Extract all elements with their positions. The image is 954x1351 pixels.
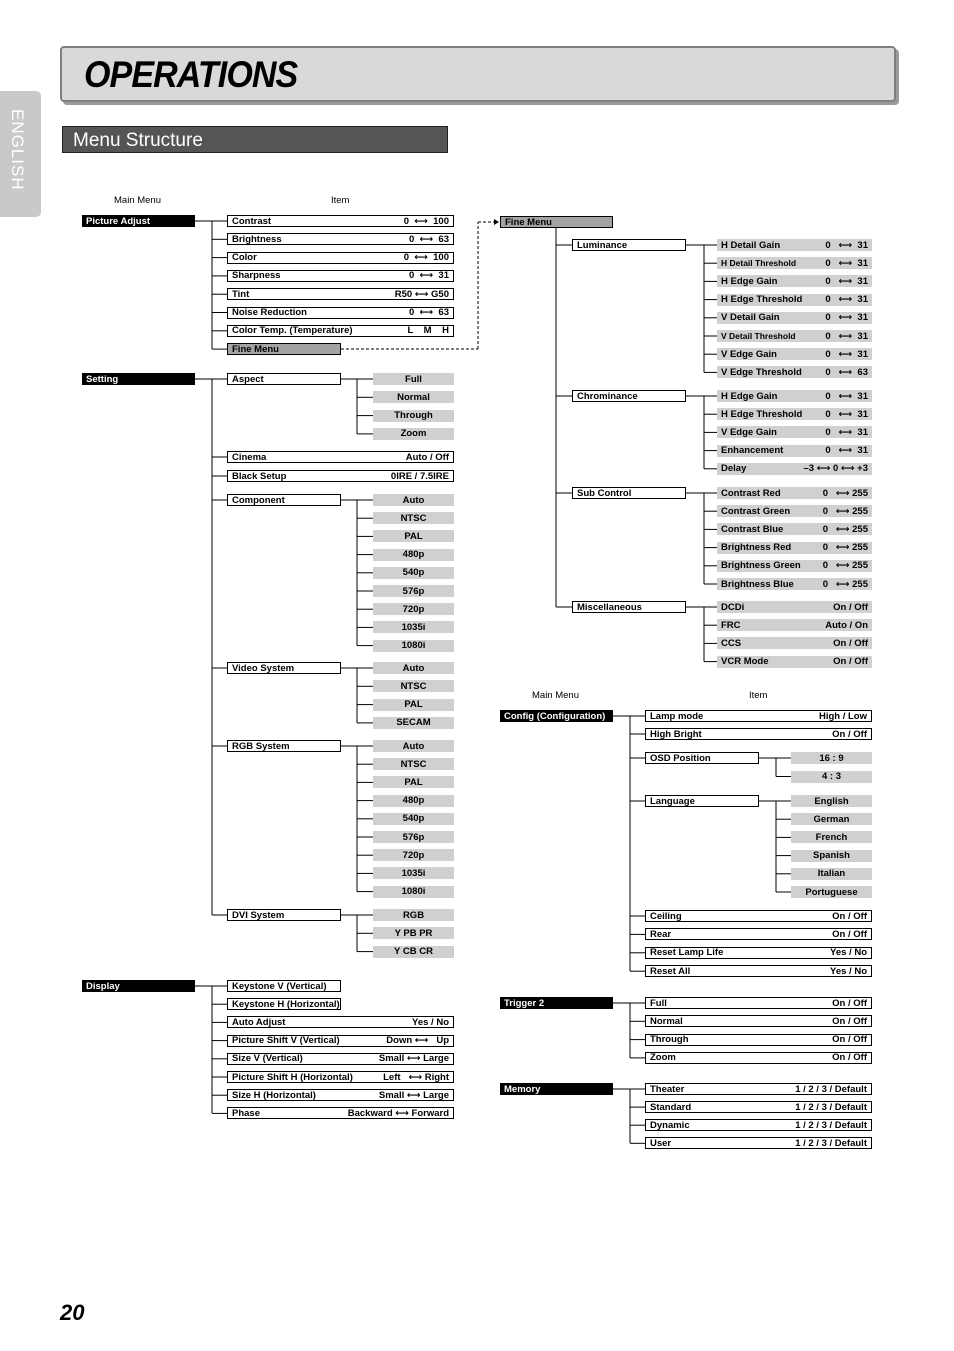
config-language-option-italian-label: Italian	[817, 868, 846, 880]
fine-menu-sub-control-brightness-blue-label: Brightness Blue	[721, 578, 794, 590]
setting-video-system-option-auto-label: Auto	[402, 662, 425, 674]
fine-menu-sub-control-brightness-blue-value: 0 ⟷ 255	[822, 578, 868, 590]
picture-adjust-tint-label: Tint	[232, 288, 250, 300]
config-reset-lamp-life-value: Yes / No	[830, 947, 867, 959]
page-title: OPERATIONS	[84, 54, 298, 95]
fine-menu-chrominance-h-edge-gain-label: H Edge Gain	[721, 390, 778, 402]
display-size-v-vertical-label: Size V (Vertical)	[232, 1053, 303, 1065]
setting-aspect-option-zoom-label: Zoom	[400, 428, 427, 440]
setting-component-component	[227, 494, 341, 506]
config-language-option-french	[791, 831, 872, 843]
fine-menu-luminance-label: Luminance	[577, 239, 628, 251]
config-rear-label: Rear	[650, 928, 672, 940]
fine-menu-luminance-h-detail-gain	[717, 239, 872, 251]
config-osd-position-option-4-3	[791, 771, 872, 783]
setting-component-option-540p-label: 540p	[402, 567, 425, 579]
setting-component-option-ntsc-label: NTSC	[400, 512, 427, 524]
setting-cinema	[227, 451, 454, 463]
picture-adjust-noise-reduction-value: 0 ⟷ 63	[408, 307, 449, 318]
config-language-option-english	[791, 795, 872, 807]
config-osd-position-osd-position	[645, 752, 759, 764]
fine-menu-chrominance-h-edge-gain-value: 0 ⟷ 31	[825, 390, 868, 402]
setting-rgb-system-option-540p	[373, 813, 454, 825]
config-language-option-english-label: English	[814, 795, 849, 807]
config-language-option-spanish	[791, 850, 872, 862]
display-auto-adjust-label: Auto Adjust	[232, 1016, 286, 1028]
setting-rgb-system-option-1035i-label: 1035i	[401, 867, 426, 879]
trigger-2-zoom-label: Zoom	[650, 1052, 676, 1064]
fine-menu-luminance-v-edge-threshold-label: V Edge Threshold	[721, 366, 802, 378]
trigger-2-zoom	[645, 1052, 872, 1064]
fine-menu-luminance-v-detail-gain-value: 0 ⟷ 31	[825, 312, 868, 324]
fine-menu-chrominance-v-edge-gain-label: V Edge Gain	[721, 426, 777, 438]
picture-adjust-color-label: Color	[232, 252, 257, 264]
fine-menu-sub-control-contrast-green-label: Contrast Green	[721, 505, 791, 517]
config-language-option-portuguese-label: Portuguese	[805, 886, 858, 898]
main-menu-setting	[82, 373, 195, 385]
picture-adjust-brightness	[227, 233, 454, 245]
main-menu-picture-adjust	[82, 215, 195, 227]
picture-adjust-color-temp-temperature-label: Color Temp. (Temperature)	[232, 325, 353, 337]
fine-menu-sub-control-contrast-red-label: Contrast Red	[721, 487, 781, 499]
setting-rgb-system-option-480p-label: 480p	[402, 795, 425, 807]
fine-menu-luminance-v-detail-threshold-label: V Detail Threshold	[721, 330, 796, 341]
fine-menu-luminance-h-detail-gain-label: H Detail Gain	[721, 239, 781, 251]
display-phase-value: Backward ⟷ Forward	[347, 1107, 449, 1119]
main-menu-display	[82, 980, 195, 992]
setting-video-system-video-system-label: Video System	[232, 662, 295, 674]
setting-rgb-system-option-540p-label: 540p	[402, 813, 425, 825]
fine-menu-sub-control	[572, 487, 686, 499]
main-menu-display-label: Display	[86, 980, 120, 992]
setting-component-option-1035i	[373, 621, 454, 633]
config-high-bright-value: On / Off	[832, 728, 867, 740]
trigger-2-normal-value: On / Off	[832, 1015, 867, 1027]
display-picture-shift-h-horizontal-value: Left ⟷ Right	[383, 1071, 449, 1083]
config-ceiling-value: On / Off	[832, 910, 867, 922]
picture-adjust-color-temp-temperature-value: L M H	[407, 325, 449, 337]
fine-menu-luminance-h-detail-threshold	[717, 257, 872, 269]
setting-dvi-system-dvi-system-label: DVI System	[232, 909, 285, 921]
fine-menu-miscellaneous-dcdi	[717, 601, 872, 613]
memory-user	[645, 1137, 872, 1149]
fine-menu-chrominance-label: Chrominance	[577, 390, 638, 402]
fine-menu-miscellaneous-vcr-mode	[717, 656, 872, 668]
setting-component-option-1035i-label: 1035i	[401, 621, 426, 633]
fine-menu-miscellaneous-label: Miscellaneous	[577, 601, 642, 613]
display-picture-shift-h-horizontal-label: Picture Shift H (Horizontal)	[232, 1071, 353, 1083]
setting-black-setup-value: 0IRE / 7.5IRE	[390, 470, 449, 482]
fine-menu-luminance-v-detail-threshold	[717, 330, 872, 342]
fine-menu-miscellaneous	[572, 601, 686, 613]
fine-menu-sub-control-brightness-red	[717, 542, 872, 554]
config-language-language-label: Language	[650, 795, 695, 807]
fine-menu-chrominance-v-edge-gain-value: 0 ⟷ 31	[825, 426, 868, 438]
display-auto-adjust-value: Yes / No	[412, 1016, 449, 1028]
trigger-2-normal	[645, 1015, 872, 1027]
config-reset-all	[645, 965, 872, 977]
fine-menu-sub-control-contrast-red-value: 0 ⟷ 255	[822, 487, 868, 499]
fine-menu-sub-control-brightness-red-value: 0 ⟷ 255	[822, 542, 868, 554]
display-size-v-vertical	[227, 1053, 454, 1065]
fine-menu-luminance-v-detail-threshold-value: 0 ⟷ 31	[825, 330, 868, 342]
fine-menu-sub-control-contrast-green	[717, 505, 872, 517]
config-reset-all-value: Yes / No	[830, 965, 867, 977]
setting-component-option-576p-label: 576p	[402, 585, 425, 597]
fine-menu-miscellaneous-dcdi-label: DCDi	[721, 601, 745, 613]
picture-adjust-color-value: 0 ⟷ 100	[403, 252, 449, 264]
fine-menu-sub-control-label: Sub Control	[577, 487, 632, 499]
setting-rgb-system-rgb-system	[227, 740, 341, 752]
setting-rgb-system-option-576p-label: 576p	[402, 831, 425, 843]
display-keystone-v-vertical-label: Keystone V (Vertical)	[232, 980, 327, 992]
setting-video-system-option-secam-label: SECAM	[396, 717, 431, 729]
item-heading-2: Item	[749, 690, 768, 701]
setting-dvi-system-option-y-cb-cr-label: Y CB CR	[394, 946, 433, 958]
setting-rgb-system-option-480p	[373, 795, 454, 807]
fine-menu-miscellaneous-frc-value: Auto / On	[825, 619, 868, 631]
main-menu-trigger-2	[500, 997, 613, 1009]
picture-adjust-sharpness-label: Sharpness	[232, 270, 281, 282]
main-menu-trigger-2-label: Trigger 2	[504, 997, 545, 1009]
setting-rgb-system-option-pal-label: PAL	[404, 776, 423, 788]
fine-menu-chrominance-h-edge-gain	[717, 390, 872, 402]
fine-menu-luminance-v-detail-gain-label: V Detail Gain	[721, 312, 780, 324]
fine-menu-chrominance-delay	[717, 463, 872, 475]
trigger-2-full-label: Full	[650, 997, 667, 1009]
language-tab-label: ENGLISH	[8, 109, 27, 191]
fine-menu-luminance-h-edge-gain-value: 0 ⟷ 31	[825, 275, 868, 287]
fine-menu-luminance-h-detail-threshold-value: 0 ⟷ 31	[825, 257, 868, 269]
config-osd-position-option-16-9-label: 16 : 9	[819, 752, 844, 764]
memory-dynamic-value: 1 / 2 / 3 / Default	[795, 1119, 867, 1131]
fine-menu-sub-control-contrast-blue-label: Contrast Blue	[721, 523, 784, 535]
config-language-language	[645, 795, 759, 807]
fine-menu-chrominance	[572, 390, 686, 402]
setting-video-system-video-system	[227, 662, 341, 674]
fine-menu-luminance-v-edge-gain-label: V Edge Gain	[721, 348, 777, 360]
setting-component-option-pal	[373, 530, 454, 542]
picture-adjust-tint	[227, 288, 454, 300]
memory-theater	[645, 1083, 872, 1095]
config-high-bright-label: High Bright	[650, 728, 702, 740]
fine-menu-sub-control-brightness-green-label: Brightness Green	[721, 560, 801, 572]
fine-menu-luminance-v-detail-gain	[717, 312, 872, 324]
main-menu-config	[500, 710, 613, 722]
fine-menu-luminance-h-edge-threshold-value: 0 ⟷ 31	[825, 294, 868, 306]
fine-menu-chrominance-enhancement-label: Enhancement	[721, 445, 784, 457]
picture-adjust-brightness-label: Brightness	[232, 233, 282, 245]
fine-menu-sub-control-contrast-blue	[717, 523, 872, 535]
fine-menu-miscellaneous-ccs	[717, 637, 872, 649]
setting-video-system-option-ntsc	[373, 680, 454, 692]
fine-menu-sub-control-brightness-red-label: Brightness Red	[721, 542, 792, 554]
fine-menu-luminance-h-edge-threshold-label: H Edge Threshold	[721, 294, 803, 306]
setting-dvi-system-option-rgb-label: RGB	[402, 909, 425, 921]
setting-aspect-option-through-label: Through	[394, 410, 433, 422]
fine-menu-chrominance-enhancement	[717, 445, 872, 457]
setting-dvi-system-option-y-pb-pr	[373, 927, 454, 939]
picture-adjust-sharpness	[227, 270, 454, 282]
setting-rgb-system-option-576p	[373, 831, 454, 843]
setting-rgb-system-option-1035i	[373, 867, 454, 879]
display-picture-shift-v-vertical	[227, 1035, 454, 1047]
picture-adjust-fine-menu-label: Fine Menu	[232, 343, 279, 355]
fine-menu-miscellaneous-vcr-mode-value: On / Off	[833, 656, 868, 668]
memory-standard-value: 1 / 2 / 3 / Default	[795, 1101, 867, 1113]
config-language-option-spanish-label: Spanish	[813, 850, 850, 862]
picture-adjust-tint-value: R50 ⟷ G50	[394, 288, 449, 300]
setting-aspect-aspect	[227, 373, 341, 385]
fine-menu-luminance-h-edge-gain	[717, 275, 872, 287]
display-keystone-v-vertical	[227, 980, 341, 992]
picture-adjust-contrast	[227, 215, 454, 227]
display-picture-shift-v-vertical-label: Picture Shift V (Vertical)	[232, 1035, 340, 1047]
setting-aspect-option-full	[373, 373, 454, 385]
fine-menu-miscellaneous-dcdi-value: On / Off	[833, 601, 868, 613]
setting-component-option-1080i	[373, 640, 454, 652]
setting-component-option-576p	[373, 585, 454, 597]
fine-menu-sub-control-contrast-blue-value: 0 ⟷ 255	[822, 523, 868, 535]
setting-rgb-system-option-720p	[373, 849, 454, 861]
trigger-2-through	[645, 1034, 872, 1046]
setting-rgb-system-option-auto-label: Auto	[402, 740, 425, 752]
fine-menu-sub-control-brightness-blue	[717, 578, 872, 590]
config-ceiling-label: Ceiling	[650, 910, 682, 922]
config-osd-position-option-4-3-label: 4 : 3	[821, 771, 841, 782]
trigger-2-normal-label: Normal	[650, 1015, 683, 1027]
setting-aspect-option-zoom	[373, 428, 454, 440]
setting-aspect-option-through	[373, 410, 454, 422]
setting-video-system-option-pal	[373, 699, 454, 711]
fine-menu-chrominance-h-edge-threshold	[717, 408, 872, 420]
setting-aspect-aspect-label: Aspect	[232, 373, 264, 385]
setting-aspect-option-normal	[373, 391, 454, 403]
trigger-2-full-value: On / Off	[832, 997, 867, 1009]
fine-menu-chrominance-v-edge-gain	[717, 426, 872, 438]
config-osd-position-osd-position-label: OSD Position	[650, 752, 711, 764]
trigger-2-through-label: Through	[650, 1034, 689, 1046]
setting-component-option-720p	[373, 603, 454, 615]
setting-component-option-720p-label: 720p	[402, 603, 425, 615]
picture-adjust-color	[227, 252, 454, 264]
display-auto-adjust	[227, 1016, 454, 1028]
fine-menu-sub-control-contrast-green-value: 0 ⟷ 255	[822, 505, 868, 517]
config-language-option-portuguese	[791, 886, 872, 898]
picture-adjust-sharpness-value: 0 ⟷ 31	[408, 270, 449, 282]
memory-user-label: User	[650, 1137, 672, 1149]
picture-adjust-color-temp-temperature	[227, 325, 454, 337]
config-reset-all-label: Reset All	[650, 965, 691, 977]
page-number: 20	[60, 1300, 85, 1325]
config-reset-lamp-life	[645, 947, 872, 959]
config-language-option-german-label: German	[813, 813, 850, 825]
setting-component-option-pal-label: PAL	[404, 530, 423, 542]
config-lamp-mode	[645, 710, 872, 722]
picture-adjust-noise-reduction	[227, 307, 454, 319]
fine-menu-miscellaneous-vcr-mode-label: VCR Mode	[721, 656, 769, 668]
setting-dvi-system-option-y-cb-cr	[373, 946, 454, 958]
setting-rgb-system-option-auto	[373, 740, 454, 752]
fine-menu-chrominance-delay-label: Delay	[721, 463, 747, 475]
main-menu-memory	[500, 1083, 613, 1095]
fine-menu-chrominance-delay-value: –3 ⟷ 0 ⟷ +3	[803, 463, 868, 475]
setting-rgb-system-option-1080i	[373, 886, 454, 898]
setting-rgb-system-rgb-system-label: RGB System	[232, 740, 290, 752]
setting-video-system-option-pal-label: PAL	[404, 699, 423, 711]
picture-adjust-contrast-label: Contrast	[232, 215, 272, 227]
main-menu-fine-menu	[500, 216, 613, 228]
item-heading: Item	[331, 195, 350, 206]
picture-adjust-noise-reduction-label: Noise Reduction	[232, 307, 307, 318]
config-language-option-italian	[791, 868, 872, 880]
setting-rgb-system-option-pal	[373, 776, 454, 788]
main-menu-heading: Main Menu	[114, 195, 161, 206]
display-size-h-horizontal-label: Size H (Horizontal)	[232, 1089, 316, 1101]
setting-dvi-system-dvi-system	[227, 909, 341, 921]
fine-menu-chrominance-h-edge-threshold-label: H Edge Threshold	[721, 408, 803, 420]
display-phase	[227, 1107, 454, 1119]
setting-component-option-ntsc	[373, 512, 454, 524]
setting-component-option-480p	[373, 549, 454, 561]
main-menu-config-label: Config (Configuration)	[504, 710, 606, 722]
picture-adjust-fine-menu	[227, 343, 341, 355]
fine-menu-luminance-v-edge-threshold	[717, 366, 872, 378]
display-phase-label: Phase	[232, 1107, 260, 1119]
fine-menu-miscellaneous-frc	[717, 619, 872, 631]
setting-rgb-system-option-ntsc-label: NTSC	[400, 758, 427, 770]
fine-menu-sub-control-brightness-green	[717, 560, 872, 572]
fine-menu-luminance-h-edge-threshold	[717, 294, 872, 306]
main-menu-picture-adjust-label: Picture Adjust	[86, 215, 151, 227]
memory-standard	[645, 1101, 872, 1113]
fine-menu-miscellaneous-ccs-value: On / Off	[833, 637, 868, 649]
display-size-h-horizontal-value: Small ⟷ Large	[378, 1089, 449, 1101]
setting-aspect-option-normal-label: Normal	[397, 391, 430, 403]
setting-aspect-option-full-label: Full	[405, 373, 422, 385]
fine-menu-chrominance-h-edge-threshold-value: 0 ⟷ 31	[825, 408, 868, 420]
config-lamp-mode-label: Lamp mode	[650, 710, 704, 722]
main-menu-setting-label: Setting	[86, 373, 119, 385]
config-rear-value: On / Off	[832, 928, 867, 940]
setting-cinema-value: Auto / Off	[405, 451, 449, 463]
fine-menu-sub-control-contrast-red	[717, 487, 872, 499]
setting-component-option-480p-label: 480p	[402, 549, 425, 561]
setting-dvi-system-option-rgb	[373, 909, 454, 921]
memory-theater-value: 1 / 2 / 3 / Default	[795, 1083, 867, 1095]
fine-menu-luminance-v-edge-gain-value: 0 ⟷ 31	[825, 348, 868, 360]
config-reset-lamp-life-label: Reset Lamp Life	[650, 947, 724, 959]
fine-menu-luminance-h-detail-threshold-label: H Detail Threshold	[721, 257, 797, 268]
setting-component-option-1080i-label: 1080i	[401, 640, 426, 652]
config-lamp-mode-value: High / Low	[818, 710, 867, 722]
fine-menu-luminance-v-edge-threshold-value: 0 ⟷ 63	[825, 366, 868, 378]
memory-dynamic-label: Dynamic	[650, 1119, 690, 1131]
config-language-option-french-label: French	[815, 831, 848, 843]
setting-component-option-540p	[373, 567, 454, 579]
trigger-2-full	[645, 997, 872, 1009]
fine-menu-luminance	[572, 239, 686, 251]
setting-component-component-label: Component	[232, 494, 285, 506]
main-menu-heading-2: Main Menu	[532, 690, 579, 701]
arrow-icon	[494, 219, 499, 225]
config-osd-position-option-16-9	[791, 752, 872, 764]
fine-menu-miscellaneous-frc-label: FRC	[721, 619, 741, 631]
picture-adjust-brightness-value: 0 ⟷ 63	[408, 233, 449, 245]
fine-menu-luminance-v-edge-gain	[717, 348, 872, 360]
setting-rgb-system-option-ntsc	[373, 758, 454, 770]
display-size-h-horizontal	[227, 1089, 454, 1101]
fine-menu-chrominance-enhancement-value: 0 ⟷ 31	[825, 445, 868, 457]
setting-component-option-auto	[373, 494, 454, 506]
setting-video-system-option-auto	[373, 662, 454, 674]
display-keystone-h-horizontal	[227, 998, 341, 1010]
fine-menu-luminance-h-edge-gain-label: H Edge Gain	[721, 275, 778, 287]
setting-rgb-system-option-1080i-label: 1080i	[401, 886, 426, 898]
setting-component-option-auto-label: Auto	[402, 494, 425, 506]
section-title: Menu Structure	[62, 126, 448, 153]
trigger-2-zoom-value: On / Off	[832, 1052, 867, 1064]
trigger-2-through-value: On / Off	[832, 1034, 867, 1046]
fine-menu-miscellaneous-ccs-label: CCS	[721, 637, 742, 649]
setting-video-system-option-ntsc-label: NTSC	[400, 680, 427, 692]
memory-standard-label: Standard	[650, 1101, 692, 1113]
memory-user-value: 1 / 2 / 3 / Default	[795, 1137, 867, 1149]
fine-menu-sub-control-brightness-green-value: 0 ⟷ 255	[822, 560, 868, 572]
main-menu-fine-menu-label: Fine Menu	[505, 216, 552, 228]
setting-rgb-system-option-720p-label: 720p	[402, 849, 425, 861]
setting-dvi-system-option-y-pb-pr-label: Y PB PR	[394, 927, 433, 939]
config-high-bright	[645, 728, 872, 740]
memory-dynamic	[645, 1119, 872, 1131]
config-language-option-german	[791, 813, 872, 825]
setting-cinema-label: Cinema	[232, 451, 267, 463]
setting-black-setup-label: Black Setup	[232, 470, 287, 482]
main-menu-memory-label: Memory	[504, 1083, 541, 1095]
display-keystone-h-horizontal-label: Keystone H (Horizontal)	[232, 998, 340, 1010]
display-size-v-vertical-value: Small ⟷ Large	[378, 1053, 449, 1065]
picture-adjust-contrast-value: 0 ⟷ 100	[403, 215, 449, 227]
memory-theater-label: Theater	[650, 1083, 685, 1095]
display-picture-shift-h-horizontal	[227, 1071, 454, 1083]
config-rear	[645, 928, 872, 940]
display-picture-shift-v-vertical-value: Down ⟷ Up	[386, 1035, 449, 1047]
setting-black-setup	[227, 470, 454, 482]
setting-video-system-option-secam	[373, 717, 454, 729]
fine-menu-luminance-h-detail-gain-value: 0 ⟷ 31	[825, 239, 868, 251]
config-ceiling	[645, 910, 872, 922]
